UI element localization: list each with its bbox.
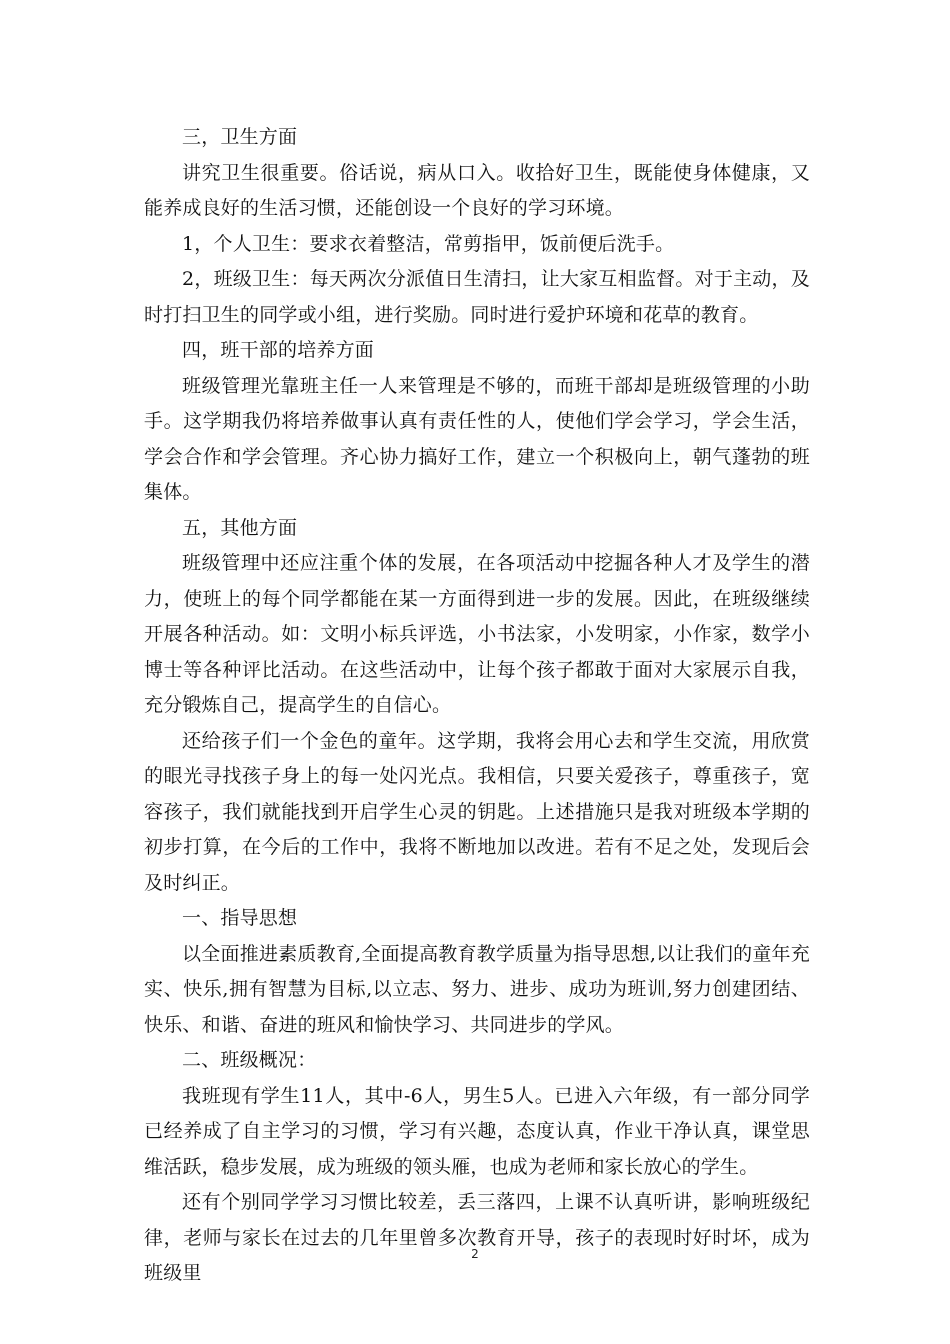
section-heading-other: 五，其他方面 bbox=[182, 516, 298, 539]
paragraph: 2，班级卫生：每天两次分派值日生清扫，让大家互相监督。对于主动，及时打扫卫生的同学或小组，进行奖励。同时进行爱护环境和花草的教育。 bbox=[144, 268, 810, 326]
paragraph: 还有个别同学学习习惯比较差，丢三落四，上课不认真听讲，影响班级纪律，老师与家长在过去的几年里曾多次教育开导，孩子的表现时好时坏，成为班级里 bbox=[144, 1191, 810, 1284]
paragraph: 以全面推进素质教育,全面提高教育教学质量为指导思想,以让我们的童年充实、快乐,拥有智慧为目标,以立志、努力、进步、成功为班训,努力创建团结、快乐、和谐、奋进的班风和愉快学习、共同进步的学风。 bbox=[144, 942, 810, 1036]
section-heading-class-cadres: 四，班干部的培养方面 bbox=[182, 339, 375, 361]
paragraph: 班级管理中还应注重个体的发展，在各项活动中挖掘各种人才及学生的潜力，使班上的每个同学都能在某一方面得到进一步的发展。因此，在班级继续开展各种活动。如：文明小标兵评选，小书法家，小发明家，小作家，数学小博士等各种评比活动。在这些活动中，让每个孩子都敢于面对大家展示自我，充分锻炼自己，提高学生的自信心。 bbox=[144, 552, 810, 716]
section-heading-class-overview: 二、班级概况： bbox=[182, 1049, 317, 1071]
page-number: 2 bbox=[471, 1247, 479, 1261]
paragraph: 班级管理光靠班主任一人来管理是不够的，而班干部却是班级管理的小助手。这学期我仍将培养做事认真有责任性的人，使他们学会学习，学会生活，学会合作和学会管理。齐心协力搞好工作，建立一个积极向上，朝气蓬勃的班集体。 bbox=[144, 374, 810, 503]
section-heading-guiding-thought: 一、指导思想 bbox=[182, 907, 298, 929]
paragraph: 1，个人卫生：要求衣着整洁，常剪指甲，饭前便后洗手。 bbox=[182, 232, 675, 255]
section-heading-hygiene: 三，卫生方面 bbox=[182, 126, 298, 148]
paragraph: 还给孩子们一个金色的童年。这学期，我将会用心去和学生交流，用欣赏的眼光寻找孩子身上的每一处闪光点。我相信，只要关爱孩子，尊重孩子，宽容孩子，我们就能找到开启学生心灵的钥匙。上述措施只是我对班级本学期的初步打算，在今后的工作中，我将不断地加以改进。若有不足之处，发现后会及时纠正。 bbox=[144, 729, 810, 894]
document-body bbox=[144, 120, 810, 1292]
paragraph: 我班现有学生11人，其中-6人，男生5人。已进入六年级，有一部分同学已经养成了自主学习的习惯，学习有兴趣，态度认真，作业干净认真，课堂思维活跃，稳步发展，成为班级的领头雁，也成为老师和家长放心的学生。 bbox=[144, 1084, 810, 1178]
paragraph: 讲究卫生很重要。俗话说，病从口入。收拾好卫生，既能使身体健康，又能养成良好的生活习惯，还能创设一个良好的学习环境。 bbox=[144, 161, 810, 219]
